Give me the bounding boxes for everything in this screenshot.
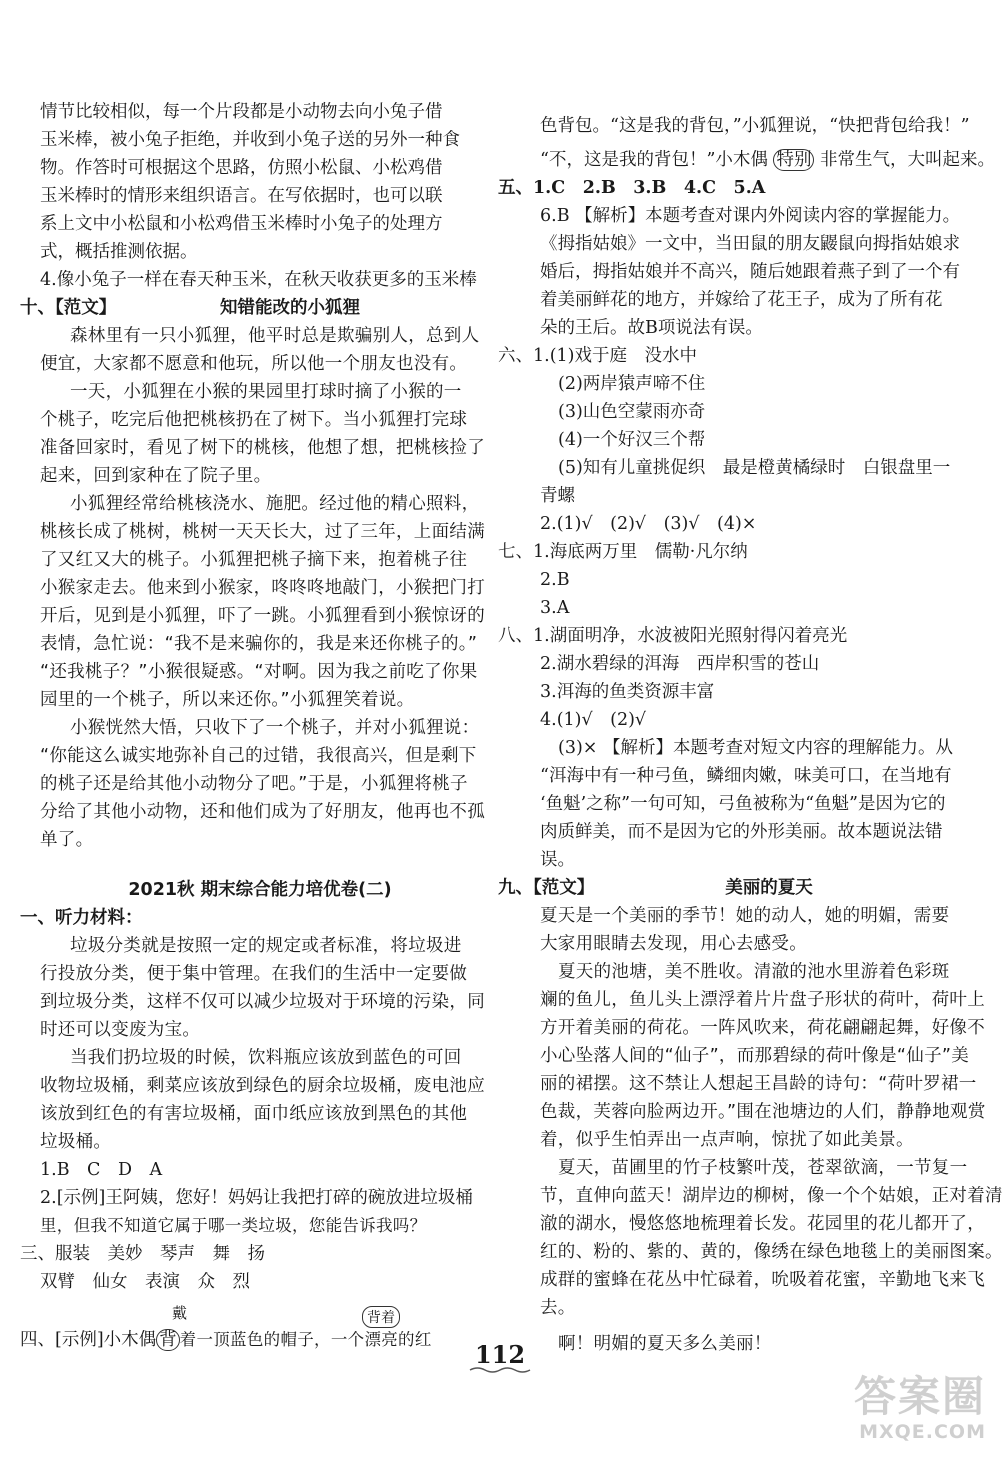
essay-line: 夏天是一个美丽的季节！她的动人，她的明媚，需要: [540, 906, 950, 926]
section-3-line: 三、服装 美妙 琴声 舞 扬: [20, 1244, 265, 1264]
left-column: [20, 98, 485, 1354]
listening-line: 到垃圾分类，这样不仅可以减少垃圾对于环境的污染，同: [40, 992, 485, 1012]
correction-note: 戴: [172, 1304, 188, 1322]
essay-summer: [510, 902, 1003, 1358]
essay-line: “还我桃子？”小猴很疑惑。“对啊。因为我之前吃了你果: [40, 662, 478, 682]
essay-line: 小猴恍然大悟，只收下了一个桃子，并对小狐狸说：: [70, 718, 480, 738]
essay-line: 单了。: [40, 830, 94, 850]
text-line: “不，这是我的背包！”小木偶 特别 非常生气，大叫起来。: [540, 150, 996, 170]
section-8-line: (3)× 【解析】本题考查对短文内容的理解能力。从: [558, 738, 954, 758]
answer-2-cont: 里，但我不知道它属于哪一类垃圾，您能告诉我吗？: [40, 1216, 427, 1235]
essay-line: “你能这么诚实地弥补自己的过错，我很高兴，但是剩下: [40, 746, 477, 766]
essay-line: 小猴家走去。他来到小猴家，咚咚咚地敲门，小猴把门打: [40, 578, 485, 598]
listening-line: 垃圾分类就是按照一定的规定或者标准，将垃圾进: [70, 936, 462, 956]
exam-title: [40, 876, 480, 904]
section-4-prefix: 四、[示例]小木偶: [20, 1330, 157, 1350]
listening-line: 时还可以变废为宝。: [40, 1020, 201, 1040]
section-10-heading: [20, 294, 480, 322]
essay-line: 夏天的池塘，美不胜收。清澈的池水里游着色彩斑: [558, 962, 950, 982]
section-5-line: 《拇指姑娘》一文中，当田鼠的朋友鼹鼠向拇指姑娘求: [540, 234, 960, 254]
essay-fox: [40, 322, 485, 854]
text-line: 情节比较相似，每一个片段都是小动物去向小兔子借: [40, 102, 443, 122]
answer-1: 1.B C D A: [40, 1160, 163, 1180]
essay-line: 节，直伸向蓝天！湖岸边的柳树，像一个个姑娘，正对着清: [540, 1186, 1003, 1206]
circled-word: 特别: [773, 149, 814, 171]
watermark-text: 答案圈: [853, 1372, 986, 1421]
essay-line: 开后，见到是小狐狸，吓了一跳。小狐狸看到小猴惊讶的: [40, 606, 485, 626]
section-6-line: (4)一个好汉三个帮: [558, 430, 706, 450]
section-9-heading: [498, 874, 960, 902]
essay-line: 桃核长成了桃树，桃树一天天长大，过了三年，上面结满: [40, 522, 485, 542]
section-8-line: 八、1.湖面明净，水波被阳光照射得闪着亮光: [498, 626, 848, 646]
section-8-line: 误。: [540, 850, 575, 870]
text-line: 式，概括推测依据。: [40, 242, 198, 262]
section-8-line: ‘鱼魁’之称”一句可知，弓鱼被称为“鱼魁”是因为它的: [540, 794, 946, 814]
section-3-line: 双臂 仙女 表演 众 烈: [40, 1272, 250, 1292]
page-number: 112: [474, 1340, 526, 1369]
section-5-line: 朵的王后。故B项说法有误。: [540, 318, 763, 338]
essay-line: 成群的蜜蜂在花丛中忙碌着，吮吸着花蜜，辛勤地飞来飞: [540, 1270, 985, 1290]
listening-line: 该放到红色的有害垃圾桶，面巾纸应该放到黑色的其他: [40, 1104, 468, 1124]
listening-line: 当我们扔垃圾的时候，饮料瓶应该放到蓝色的可回: [70, 1048, 462, 1068]
section-8-line: 3.洱海的鱼类资源丰富: [540, 682, 715, 702]
section-8-line: 4.(1)√ (2)√: [540, 710, 647, 730]
essay-line: 个桃子，吃完后他把桃核扔在了树下。当小狐狸打完球: [40, 410, 468, 430]
section-4-mid: 着一顶蓝色的帽子，: [179, 1330, 331, 1349]
section-6-line: (3)山色空蒙雨亦奇: [558, 402, 706, 422]
text-line: 玉米棒时的情形来组织语言。在写依据时，也可以联: [40, 186, 443, 206]
answer-line: 4.像小兔子一样在春天种玉米，在秋天收获更多的玉米棒: [40, 270, 477, 290]
essay-line: 去。: [540, 1298, 576, 1318]
answer-2: 2.[示例]王阿姨，您好！妈妈让我把打碎的碗放进垃圾桶: [40, 1188, 473, 1208]
essay-line: 夏天，苗圃里的竹子枝繁叶茂，苍翠欲滴，一节复一: [558, 1158, 968, 1178]
essay-line: 准备回家时，看见了树下的桃核，他想了想，把桃核捡了: [40, 438, 485, 458]
listening-line: 行投放分类，便于集中管理。在我们的生活中一定要做: [40, 964, 468, 984]
text-line: 物。作答时可根据这个思路，仿照小松鼠、小松鸡借: [40, 158, 443, 178]
essay-line: 表情，急忙说：“我不是来骗你的，我是来还你桃子的。”: [40, 634, 478, 654]
section-7-line: 七、1.海底两万里 儒勒·凡尔纳: [498, 542, 748, 562]
section-5-line: 6.B 【解析】本题考查对课内外阅读内容的掌握能力。: [540, 206, 961, 226]
section-7-line: 2.B: [540, 570, 570, 590]
section-1-label: 一、听力材料：: [20, 908, 143, 928]
section-8-line: 2.湖水碧绿的洱海 西岸积雪的苍山: [540, 654, 820, 674]
essay-line: 园里的一个桃子，所以来还你。”小狐狸笑着说。: [40, 690, 415, 710]
right-column: [498, 112, 1003, 1358]
section-6-line: (2)两岸猿声啼不住: [558, 374, 706, 394]
listening-material: [40, 932, 485, 1156]
essay-line: 色裁，芙蓉向脸两边开。”围在池塘边的人们，静静地观赏: [540, 1102, 986, 1122]
essay-line: 了又红又大的桃子。小狐狸把桃子摘下来，抱着桃子往: [40, 550, 468, 570]
essay-line: 澈的湖水，慢悠悠地梳理着长发。花园里的花儿都开了，: [540, 1214, 985, 1234]
section-5-line: 着美丽鲜花的地方，并嫁给了花王子，成为了所有花: [540, 290, 943, 310]
essay-line: 分给了其他小动物，还和他们成为了好朋友，他再也不孤: [40, 802, 485, 822]
essay-line: 小心坠落人间的“仙子”，而那碧绿的荷叶像是“仙子”美: [540, 1046, 970, 1066]
circled-char: 背: [156, 1329, 180, 1351]
left-top-block: [40, 98, 480, 294]
section-6-line: 青螺: [540, 486, 575, 506]
listening-line: 收物垃圾桶，剩菜应该放到绿色的厨余垃圾桶，废电池应: [40, 1076, 485, 1096]
essay-line: 大家用眼睛去发现，用心去感受。: [540, 934, 807, 954]
section-8-line: 肉质鲜美，而不是因为它的外形美丽。故本题说法错: [540, 822, 943, 842]
essay-title: 美丽的夏天: [725, 878, 813, 898]
section-4-rest: 一个漂亮的红: [330, 1330, 432, 1349]
listening-line: 垃圾桶。: [40, 1132, 112, 1152]
section-6-line: 六、1.(1)戏于庭 没水中: [498, 346, 697, 366]
section-6-line: (5)知有儿童挑促织 最是橙黄橘绿时 白银盘里一: [558, 458, 951, 478]
text-line: 玉米棒，被小兔子拒绝，并收到小兔子送的另外一种食: [40, 130, 460, 150]
watermark-logo: [816, 1373, 986, 1463]
essay-line: 便宜，大家都不愿意和他玩，所以他一个朋友也没有。: [40, 354, 468, 374]
section-8-line: “洱海中有一种弓鱼，鳞细肉嫩，味美可口，在当地有: [540, 766, 952, 786]
exam-title-text: 2021秋 期末综合能力培优卷(二): [128, 880, 392, 900]
essay-line: 丽的裙摆。这不禁让人想起王昌龄的诗句：“荷叶罗裙一: [540, 1074, 977, 1094]
watermark-url: MXQE.COM: [859, 1421, 986, 1443]
section-5-line: 婚后，拇指姑娘并不高兴，随后她跟着燕子到了一个有: [540, 262, 960, 282]
essay-line: 方开着美丽的荷花。一阵风吹来，荷花翩翩起舞，好像不: [540, 1018, 985, 1038]
essay-line: 斓的鱼儿，鱼儿头上漂浮着片片盘子形状的荷叶，荷叶上: [540, 990, 985, 1010]
section-label: 十、【范文】: [20, 298, 117, 318]
text-line: 色背包。“这是我的背包，”小狐狸说，“快把背包给我！”: [540, 116, 970, 136]
essay-line: 森林里有一只小狐狸，他平时总是欺骗别人，总到人: [70, 326, 480, 346]
essay-line: 着，似乎生怕弄出一点声响，惊扰了如此美景。: [540, 1130, 914, 1150]
section-7-line: 3.A: [540, 598, 570, 618]
essay-title: 知错能改的小狐狸: [220, 298, 360, 318]
section-label: 九、【范文】: [498, 878, 595, 898]
essay-line: 红的、粉的、紫的、黄的，像绣在绿色地毯上的美丽图案。: [540, 1242, 1003, 1262]
essay-line: 小狐狸经常给桃核浇水、施肥。经过他的精心照料，: [70, 494, 480, 514]
wave-ornament: [470, 1366, 530, 1374]
correction-note: 背着: [362, 1306, 400, 1328]
section-5-line: 五、1.C 2.B 3.B 4.C 5.A: [498, 178, 766, 198]
essay-line: 起来，回到家种在了院子里。: [40, 466, 272, 486]
essay-line: 一天，小狐狸在小猴的果园里打球时摘了小猴的一: [70, 382, 462, 402]
section-4-annotations: [40, 1296, 480, 1326]
essay-line: 的桃子还是给其他小动物分了吧。”于是，小狐狸将桃子: [40, 774, 468, 794]
essay-line: 啊！明媚的夏天多么美丽！: [558, 1334, 772, 1354]
section-6-line: 2.(1)√ (2)√ (3)√ (4)×: [540, 514, 757, 534]
text-line: 系上文中小松鼠和小松鸡借玉米棒时小兔子的处理方: [40, 214, 443, 234]
